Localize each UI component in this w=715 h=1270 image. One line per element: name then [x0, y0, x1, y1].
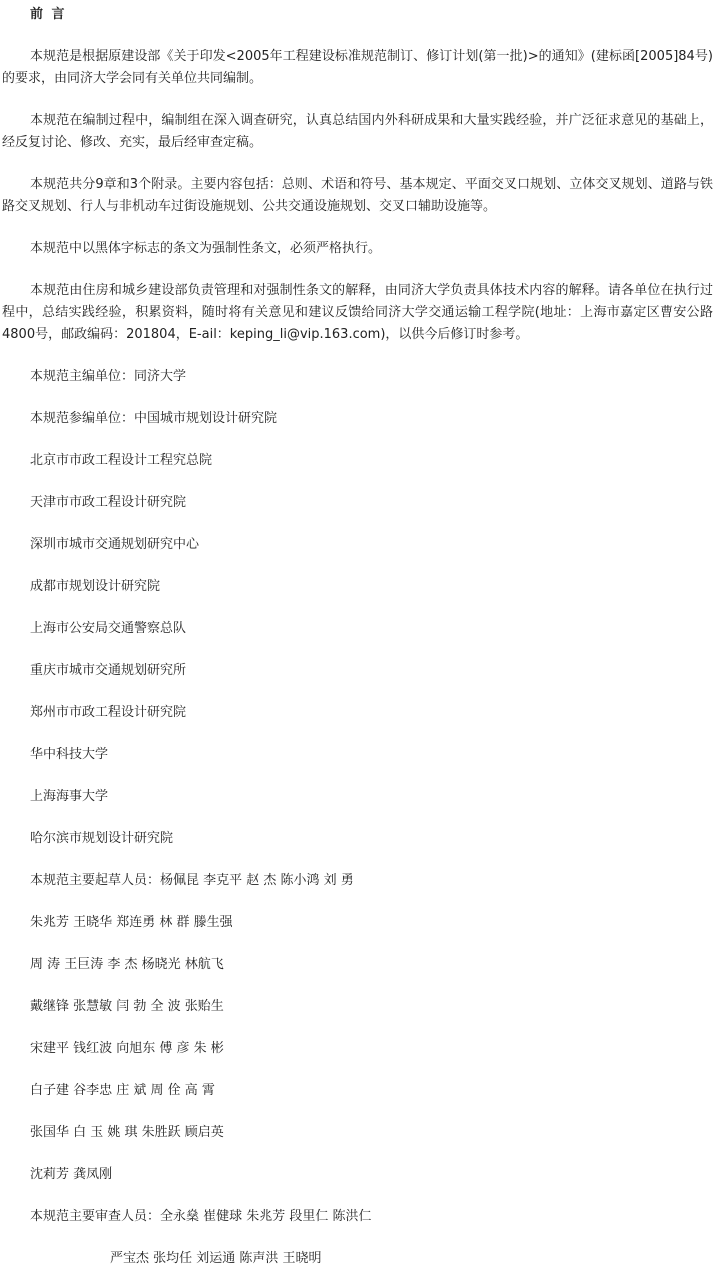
participating-unit-line: 上海市公安局交通警察总队 — [30, 621, 187, 636]
participating-unit-line: 郑州市市政工程设计研究院 — [30, 705, 187, 720]
drafter-line: 戴继锋 张慧敏 闫 勃 全 波 张贻生 — [30, 999, 224, 1014]
paragraph-content: 本规范共分9章和3个附录。主要内容包括：总则、术语和符号、基本规定、平面交叉口规划、立体交叉规划、道路与铁路交叉规划、行人与非机动车过街设施规划、公共交通设施规划、交叉口辅助设施等。 — [2, 177, 713, 214]
participating-unit-line: 哈尔滨市规划设计研究院 — [30, 831, 174, 846]
participating-unit-line: 上海海事大学 — [30, 789, 109, 804]
drafter-line: 朱兆芳 王晓华 郑连勇 林 群 滕生强 — [30, 915, 233, 930]
paragraph-process: 本规范在编制过程中，编制组在深入调查研究，认真总结国内外科研成果和大量实践经验，并广泛征求意见的基础上，经反复讨论、修改、充实，最后经审查定稿。 — [2, 113, 713, 150]
participating-unit-line: 华中科技大学 — [30, 747, 109, 762]
participating-unit-line: 重庆市城市交通规划研究所 — [30, 663, 187, 678]
paragraph-management: 本规范由住房和城乡建设部负责管理和对强制性条文的解释，由同济大学负责具体技术内容的解释。请各单位在执行过程中，总结实践经验，积累资料，随时将有关意见和建议反馈给同济大学交通运输工程学院(地址：上海市嘉定区曹安公路4800号，邮政编码：201804，E-ail：keping_li@vip.163.com)，以供今后修订时参考。 — [2, 283, 713, 342]
drafter-line: 本规范主要起草人员：杨佩昆 李克平 赵 杰 陈小鸿 刘 勇 — [30, 873, 354, 888]
page-title: 前 言 — [30, 7, 67, 22]
participating-unit-line: 北京市市政工程设计工程究总院 — [30, 453, 213, 468]
drafter-line: 周 涛 王巨涛 李 杰 杨晓光 林航飞 — [30, 957, 224, 972]
paragraph-mandatory: 本规范中以黑体字标志的条文为强制性条文，必须严格执行。 — [30, 241, 382, 256]
reviewer-line: 严宝杰 张均任 刘运通 陈声洪 王晓明 — [110, 1251, 322, 1266]
drafter-line: 张国华 白 玉 姚 琪 朱胜跃 顾启英 — [30, 1125, 224, 1140]
participating-unit-line: 本规范参编单位：中国城市规划设计研究院 — [30, 411, 278, 426]
drafter-line: 白子建 谷李忠 庄 斌 周 佺 高 霄 — [30, 1083, 215, 1098]
drafter-line: 沈莉芳 龚凤刚 — [30, 1167, 113, 1182]
paragraph-basis: 本规范是根据原建设部《关于印发<2005年工程建设标准规范制订、修订计划(第一批)>的通知》(建标函[2005]84号)的要求，由同济大学会同有关单位共同编制。 — [2, 49, 713, 86]
participating-unit-line: 天津市市政工程设计研究院 — [30, 495, 187, 510]
participating-unit-line: 深圳市城市交通规划研究中心 — [30, 537, 200, 552]
chief-editor-line: 本规范主编单位：同济大学 — [30, 369, 187, 384]
participating-unit-line: 成都市规划设计研究院 — [30, 579, 161, 594]
reviewer-line: 本规范主要审查人员：全永燊 崔健球 朱兆芳 段里仁 陈洪仁 — [30, 1209, 372, 1224]
drafter-line: 宋建平 钱红波 向旭东 傅 彦 朱 彬 — [30, 1041, 224, 1056]
